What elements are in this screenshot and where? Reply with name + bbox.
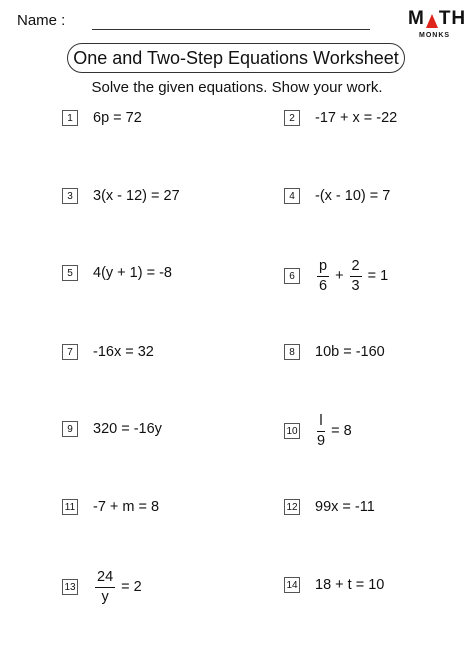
equation-rhs: = 8 — [331, 423, 352, 439]
problem-10 — [284, 414, 352, 448]
problem-number: 1 — [62, 110, 78, 126]
name-label: Name : — [17, 12, 66, 29]
fraction-numerator: 2 — [350, 259, 362, 277]
problem-2 — [284, 110, 397, 126]
problem-7 — [62, 344, 154, 360]
problem-number: 4 — [284, 188, 300, 204]
fraction — [317, 259, 329, 293]
equation: 6p = 72 — [93, 110, 142, 126]
problem-number: 13 — [62, 579, 78, 595]
logo-subtitle: MONKS — [419, 32, 451, 39]
fraction — [350, 259, 362, 293]
fraction-denominator: 3 — [351, 277, 360, 294]
problem-number: 8 — [284, 344, 300, 360]
equation: -(x - 10) = 7 — [315, 188, 391, 204]
equation: -17 + x = -22 — [315, 110, 398, 126]
logo-letter-m: M — [408, 8, 425, 29]
equation: 320 = -16y — [93, 421, 162, 437]
equation: 3(x - 12) = 27 — [93, 188, 180, 204]
problem-number: 10 — [284, 423, 300, 439]
plus-operator: + — [335, 268, 344, 284]
problem-5 — [62, 265, 172, 281]
problem-4 — [284, 188, 390, 204]
equation-rhs: = 1 — [367, 268, 389, 284]
problem-number: 14 — [284, 577, 300, 593]
fraction — [95, 570, 115, 604]
equation: -16x = 32 — [93, 344, 154, 360]
problem-14 — [284, 577, 384, 593]
fraction-numerator: p — [317, 259, 329, 277]
problem-12 — [284, 499, 375, 515]
equation: 99x = -11 — [315, 499, 375, 515]
fraction — [317, 414, 325, 448]
problem-11 — [62, 499, 159, 515]
fraction-numerator: l — [317, 414, 324, 432]
problem-1 — [62, 110, 142, 126]
equation: -7 + m = 8 — [93, 499, 160, 515]
problem-3 — [62, 188, 180, 204]
equation — [315, 259, 388, 293]
problem-number: 5 — [62, 265, 78, 281]
problem-number: 3 — [62, 188, 78, 204]
problem-13 — [62, 570, 142, 604]
name-blank-line[interactable] — [92, 29, 370, 30]
problem-number: 11 — [62, 499, 78, 515]
problem-9 — [62, 421, 162, 437]
problem-number: 2 — [284, 110, 300, 126]
problem-number: 12 — [284, 499, 300, 515]
equation-rhs: = 2 — [121, 579, 142, 595]
instructions: Solve the given equations. Show your work. — [91, 79, 383, 96]
fraction-numerator: 24 — [95, 570, 115, 588]
fraction-denominator: 6 — [319, 277, 328, 294]
problem-number: 6 — [284, 268, 300, 284]
triangle-icon — [426, 14, 438, 28]
equation — [315, 414, 352, 448]
math-monks-logo — [408, 8, 467, 48]
problem-8 — [284, 344, 385, 360]
fraction-denominator: y — [101, 588, 109, 605]
logo-letters-th: TH — [438, 8, 467, 29]
problem-number: 7 — [62, 344, 78, 360]
equation: 10b = -160 — [315, 344, 385, 360]
problem-number: 9 — [62, 421, 78, 437]
problem-6 — [284, 259, 388, 293]
fraction-denominator: 9 — [317, 432, 326, 449]
equation: 4(y + 1) = -8 — [93, 265, 172, 281]
equation: 18 + t = 10 — [315, 577, 385, 593]
equation — [93, 570, 142, 604]
worksheet-title: One and Two-Step Equations Worksheet — [67, 43, 405, 73]
